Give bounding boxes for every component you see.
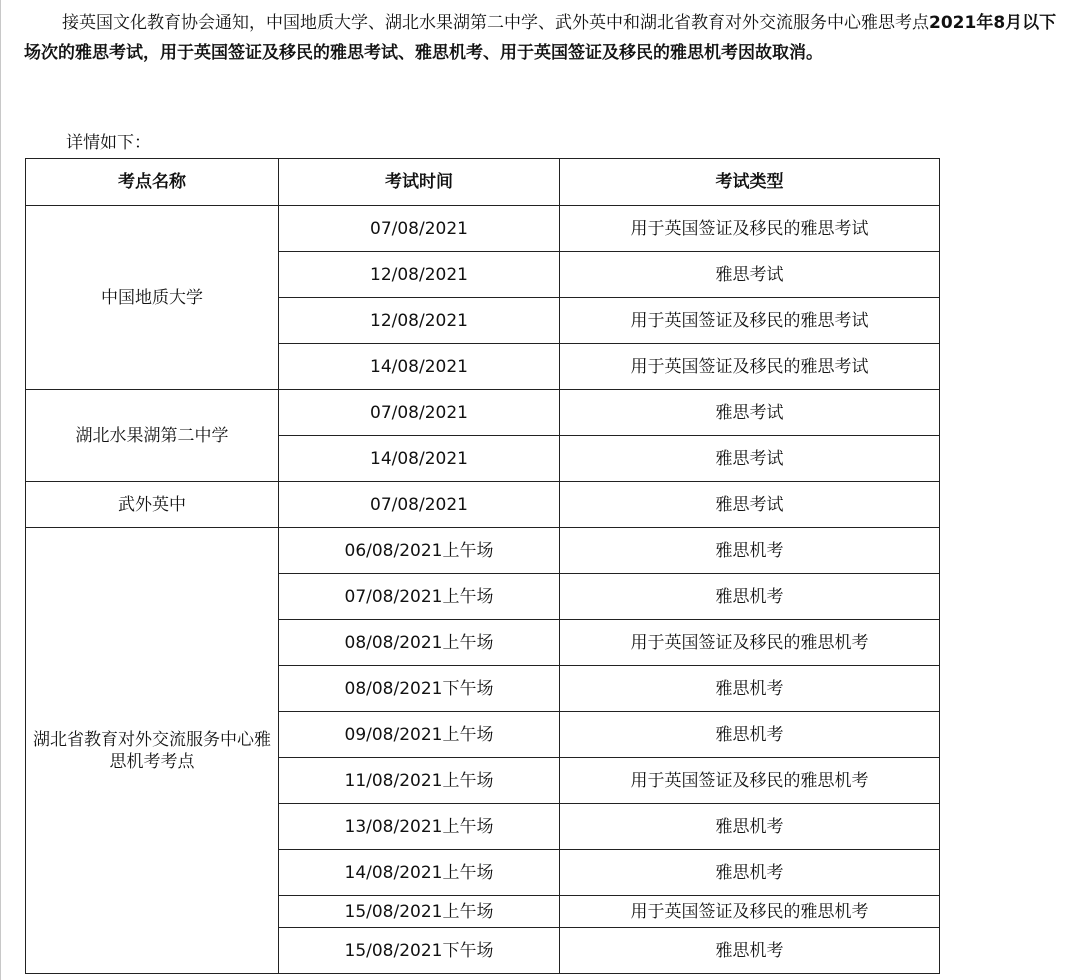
- table-row: [26, 482, 940, 528]
- exam-time-cell: 07/08/2021上午场: [279, 574, 560, 620]
- exam-time-cell: 07/08/2021: [279, 206, 560, 252]
- exam-time-cell: 15/08/2021上午场: [279, 896, 560, 928]
- exam-time-cell: 14/08/2021上午场: [279, 850, 560, 896]
- exam-type-cell: 用于英国签证及移民的雅思机考: [560, 758, 940, 804]
- exam-type-cell: 雅思机考: [560, 850, 940, 896]
- exam-time-cell: 12/08/2021: [279, 298, 560, 344]
- venue-cell: 湖北省教育对外交流服务中心雅思机考考点: [26, 528, 279, 974]
- exam-type-cell: 雅思机考: [560, 928, 940, 974]
- table-row: [26, 206, 940, 252]
- venue-cell: 湖北水果湖第二中学: [26, 390, 279, 482]
- cancelled-exam-table: [25, 158, 940, 974]
- exam-time-cell: 13/08/2021上午场: [279, 804, 560, 850]
- exam-type-cell: 雅思机考: [560, 666, 940, 712]
- exam-time-cell: 08/08/2021上午场: [279, 620, 560, 666]
- exam-time-cell: 12/08/2021: [279, 252, 560, 298]
- exam-time-cell: 07/08/2021: [279, 390, 560, 436]
- exam-type-cell: 雅思机考: [560, 712, 940, 758]
- header-exam-time: 考试时间: [279, 159, 560, 206]
- exam-type-cell: 用于英国签证及移民的雅思机考: [560, 896, 940, 928]
- exam-type-cell: 用于英国签证及移民的雅思考试: [560, 298, 940, 344]
- exam-type-cell: 雅思考试: [560, 482, 940, 528]
- venue-cell: 中国地质大学: [26, 206, 279, 390]
- exam-time-cell: 11/08/2021上午场: [279, 758, 560, 804]
- table-row: [26, 390, 940, 436]
- details-label: 详情如下：: [66, 133, 151, 153]
- exam-type-cell: 雅思机考: [560, 528, 940, 574]
- table-header-row: [26, 159, 940, 206]
- notice-lead-text: 接英国文化教育协会通知，中国地质大学、湖北水果湖第二中学、武外英中和湖北省教育对外交流服务中心雅思考点: [62, 13, 929, 33]
- exam-time-cell: 14/08/2021: [279, 344, 560, 390]
- exam-type-cell: 用于英国签证及移民的雅思考试: [560, 344, 940, 390]
- notice-paragraph: [24, 8, 1064, 68]
- exam-type-cell: 雅思考试: [560, 390, 940, 436]
- exam-type-cell: 雅思机考: [560, 804, 940, 850]
- exam-type-cell: 雅思机考: [560, 574, 940, 620]
- table-row: [26, 528, 940, 574]
- exam-time-cell: 07/08/2021: [279, 482, 560, 528]
- venue-cell: 武外英中: [26, 482, 279, 528]
- notice-bold-text: 2021年8月以下场次的雅思考试，用于英国签证及移民的雅思考试、雅思机考、用于英国签证及移民的雅思机考因故取消。: [24, 13, 1057, 63]
- page-left-border: [0, 0, 1, 980]
- exam-type-cell: 雅思考试: [560, 436, 940, 482]
- exam-type-cell: 用于英国签证及移民的雅思考试: [560, 206, 940, 252]
- exam-time-cell: 08/08/2021下午场: [279, 666, 560, 712]
- exam-type-cell: 用于英国签证及移民的雅思机考: [560, 620, 940, 666]
- header-exam-type: 考试类型: [560, 159, 940, 206]
- exam-time-cell: 06/08/2021上午场: [279, 528, 560, 574]
- exam-time-cell: 09/08/2021上午场: [279, 712, 560, 758]
- exam-type-cell: 雅思考试: [560, 252, 940, 298]
- header-venue: 考点名称: [26, 159, 279, 206]
- exam-time-cell: 15/08/2021下午场: [279, 928, 560, 974]
- exam-time-cell: 14/08/2021: [279, 436, 560, 482]
